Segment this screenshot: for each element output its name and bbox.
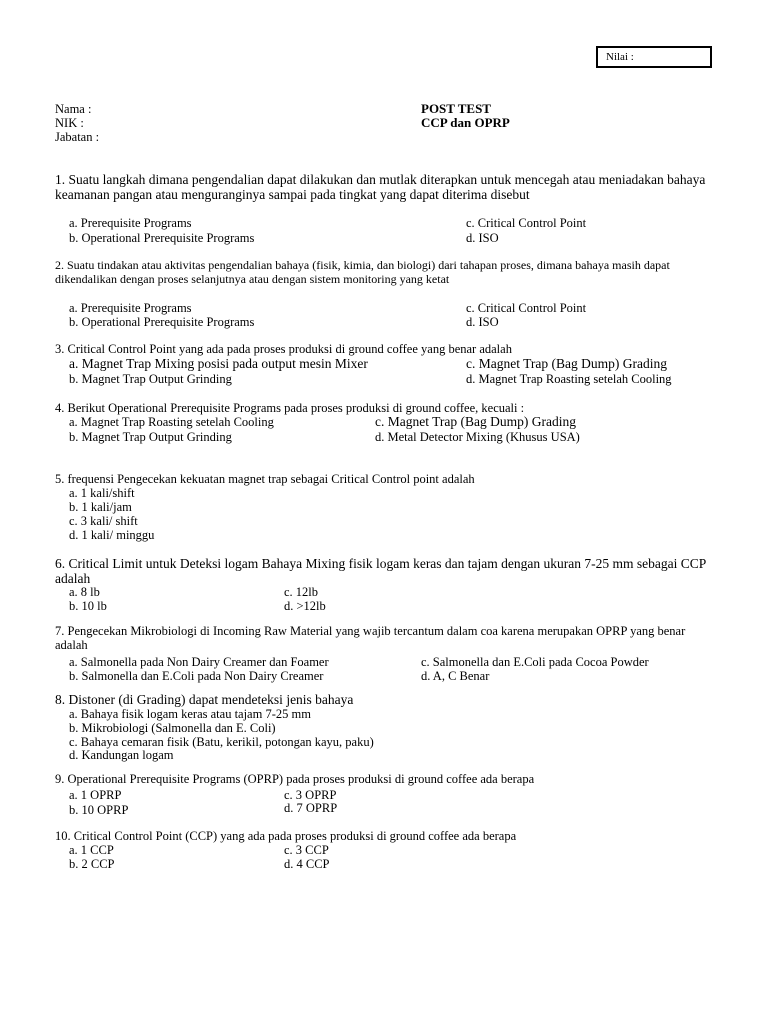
question-1-text: 1. Suatu langkah dimana pengendalian dapat dilakukan dan mutlak diterapkan untuk mencegah atau meniadakan bahaya keamanan pangan atau menguranginya sampai pada tingkat yang dapat diterima disebut xyxy=(55,172,706,202)
question-6-text: 6. Critical Limit untuk Deteksi logam Bahaya Mixing fisik logam keras dan tajam dengan ukuran 7-25 mm sebagai CCP adalah xyxy=(55,556,706,586)
question-9-text: 9. Operational Prerequisite Programs (OPRP) pada proses produksi di ground coffee ada berapa xyxy=(55,772,535,786)
question-3-option-d: d. Magnet Trap Roasting setelah Cooling xyxy=(466,372,672,386)
question-9-option-b: b. 10 OPRP xyxy=(69,803,129,817)
question-7-text: 7. Pengecekan Mikrobiologi di Incoming Raw Material yang wajib tercantum dalam coa karena merupakan OPRP yang benar adalah xyxy=(55,624,686,652)
question-3-option-b: b. Magnet Trap Output Grinding xyxy=(69,372,232,386)
field-nama: Nama : xyxy=(55,102,92,116)
field-nik: NIK : xyxy=(55,116,84,130)
question-5-option-d: d. 1 kali/ minggu xyxy=(69,528,155,542)
question-9-option-c: c. 3 OPRP xyxy=(284,788,337,802)
question-4-option-c: c. Magnet Trap (Bag Dump) Grading xyxy=(375,414,576,429)
question-10-text: 10. Critical Control Point (CCP) yang ada pada proses produksi di ground coffee ada berapa xyxy=(55,829,517,843)
page-subtitle: CCP dan OPRP xyxy=(421,115,510,130)
question-2-option-d: d. ISO xyxy=(466,315,499,329)
field-jabatan: Jabatan : xyxy=(55,130,100,144)
question-2-option-c: c. Critical Control Point xyxy=(466,301,587,315)
question-8-option-a: a. Bahaya fisik logam keras atau tajam 7-25 mm xyxy=(69,707,311,721)
question-2-text: 2. Suatu tindakan atau aktivitas pengendalian bahaya (fisik, kimia, dan biologi) dari tahapan proses, dimana bahaya masih dapat dikendalikan dengan proses selanjutnya atau dengan sistem monitoring yang ketat xyxy=(55,258,670,286)
question-6-option-b: b. 10 lb xyxy=(69,599,107,613)
question-7-option-c: c. Salmonella dan E.Coli pada Cocoa Powder xyxy=(421,655,649,669)
question-10-option-d: d. 4 CCP xyxy=(284,857,330,871)
question-7-option-a: a. Salmonella pada Non Dairy Creamer dan Foamer xyxy=(69,655,329,669)
question-5-option-a: a. 1 kali/shift xyxy=(69,486,135,500)
question-2-option-b: b. Operational Prerequisite Programs xyxy=(69,315,255,329)
question-5-option-c: c. 3 kali/ shift xyxy=(69,514,138,528)
question-10-option-b: b. 2 CCP xyxy=(69,857,115,871)
question-4-option-d: d. Metal Detector Mixing (Khusus USA) xyxy=(375,430,580,444)
score-box: Nilai : xyxy=(596,46,712,68)
question-8-option-b: b. Mikrobiologi (Salmonella dan E. Coli) xyxy=(69,721,276,735)
question-8-text: 8. Distoner (di Grading) dapat mendeteksi jenis bahaya xyxy=(55,692,354,707)
question-5-option-b: b. 1 kali/jam xyxy=(69,500,132,514)
question-6-option-a: a. 8 lb xyxy=(69,585,100,599)
question-7-option-d: d. A, C Benar xyxy=(421,669,490,683)
question-1-option-b: b. Operational Prerequisite Programs xyxy=(69,231,255,245)
question-4-text: 4. Berikut Operational Prerequisite Programs pada proses produksi di ground coffee, kecuali : xyxy=(55,401,525,415)
question-7-option-b: b. Salmonella dan E.Coli pada Non Dairy Creamer xyxy=(69,669,324,683)
question-6-option-c: c. 12lb xyxy=(284,585,319,599)
question-10-option-c: c. 3 CCP xyxy=(284,843,329,857)
question-3-option-c: c. Magnet Trap (Bag Dump) Grading xyxy=(466,356,667,371)
question-1-option-d: d. ISO xyxy=(466,231,499,245)
question-9-option-a: a. 1 OPRP xyxy=(69,788,122,802)
question-1-option-c: c. Critical Control Point xyxy=(466,216,587,230)
question-3-text: 3. Critical Control Point yang ada pada proses produksi di ground coffee yang benar adalah xyxy=(55,342,512,356)
page-title: POST TEST xyxy=(421,101,491,116)
question-9-option-d: d. 7 OPRP xyxy=(284,801,338,815)
question-6-option-d: d. >12lb xyxy=(284,599,326,613)
question-10-option-a: a. 1 CCP xyxy=(69,843,114,857)
question-5-text: 5. frequensi Pengecekan kekuatan magnet trap sebagai Critical Control point adalah xyxy=(55,472,475,486)
question-2-option-a: a. Prerequisite Programs xyxy=(69,301,192,315)
question-8-option-c: c. Bahaya cemaran fisik (Batu, kerikil, potongan kayu, paku) xyxy=(69,735,374,749)
question-3-option-a: a. Magnet Trap Mixing posisi pada output mesin Mixer xyxy=(69,356,368,371)
question-1-option-a: a. Prerequisite Programs xyxy=(69,216,192,230)
question-4-option-a: a. Magnet Trap Roasting setelah Cooling xyxy=(69,415,274,429)
question-8-option-d: d. Kandungan logam xyxy=(69,748,174,762)
question-4-option-b: b. Magnet Trap Output Grinding xyxy=(69,430,232,444)
